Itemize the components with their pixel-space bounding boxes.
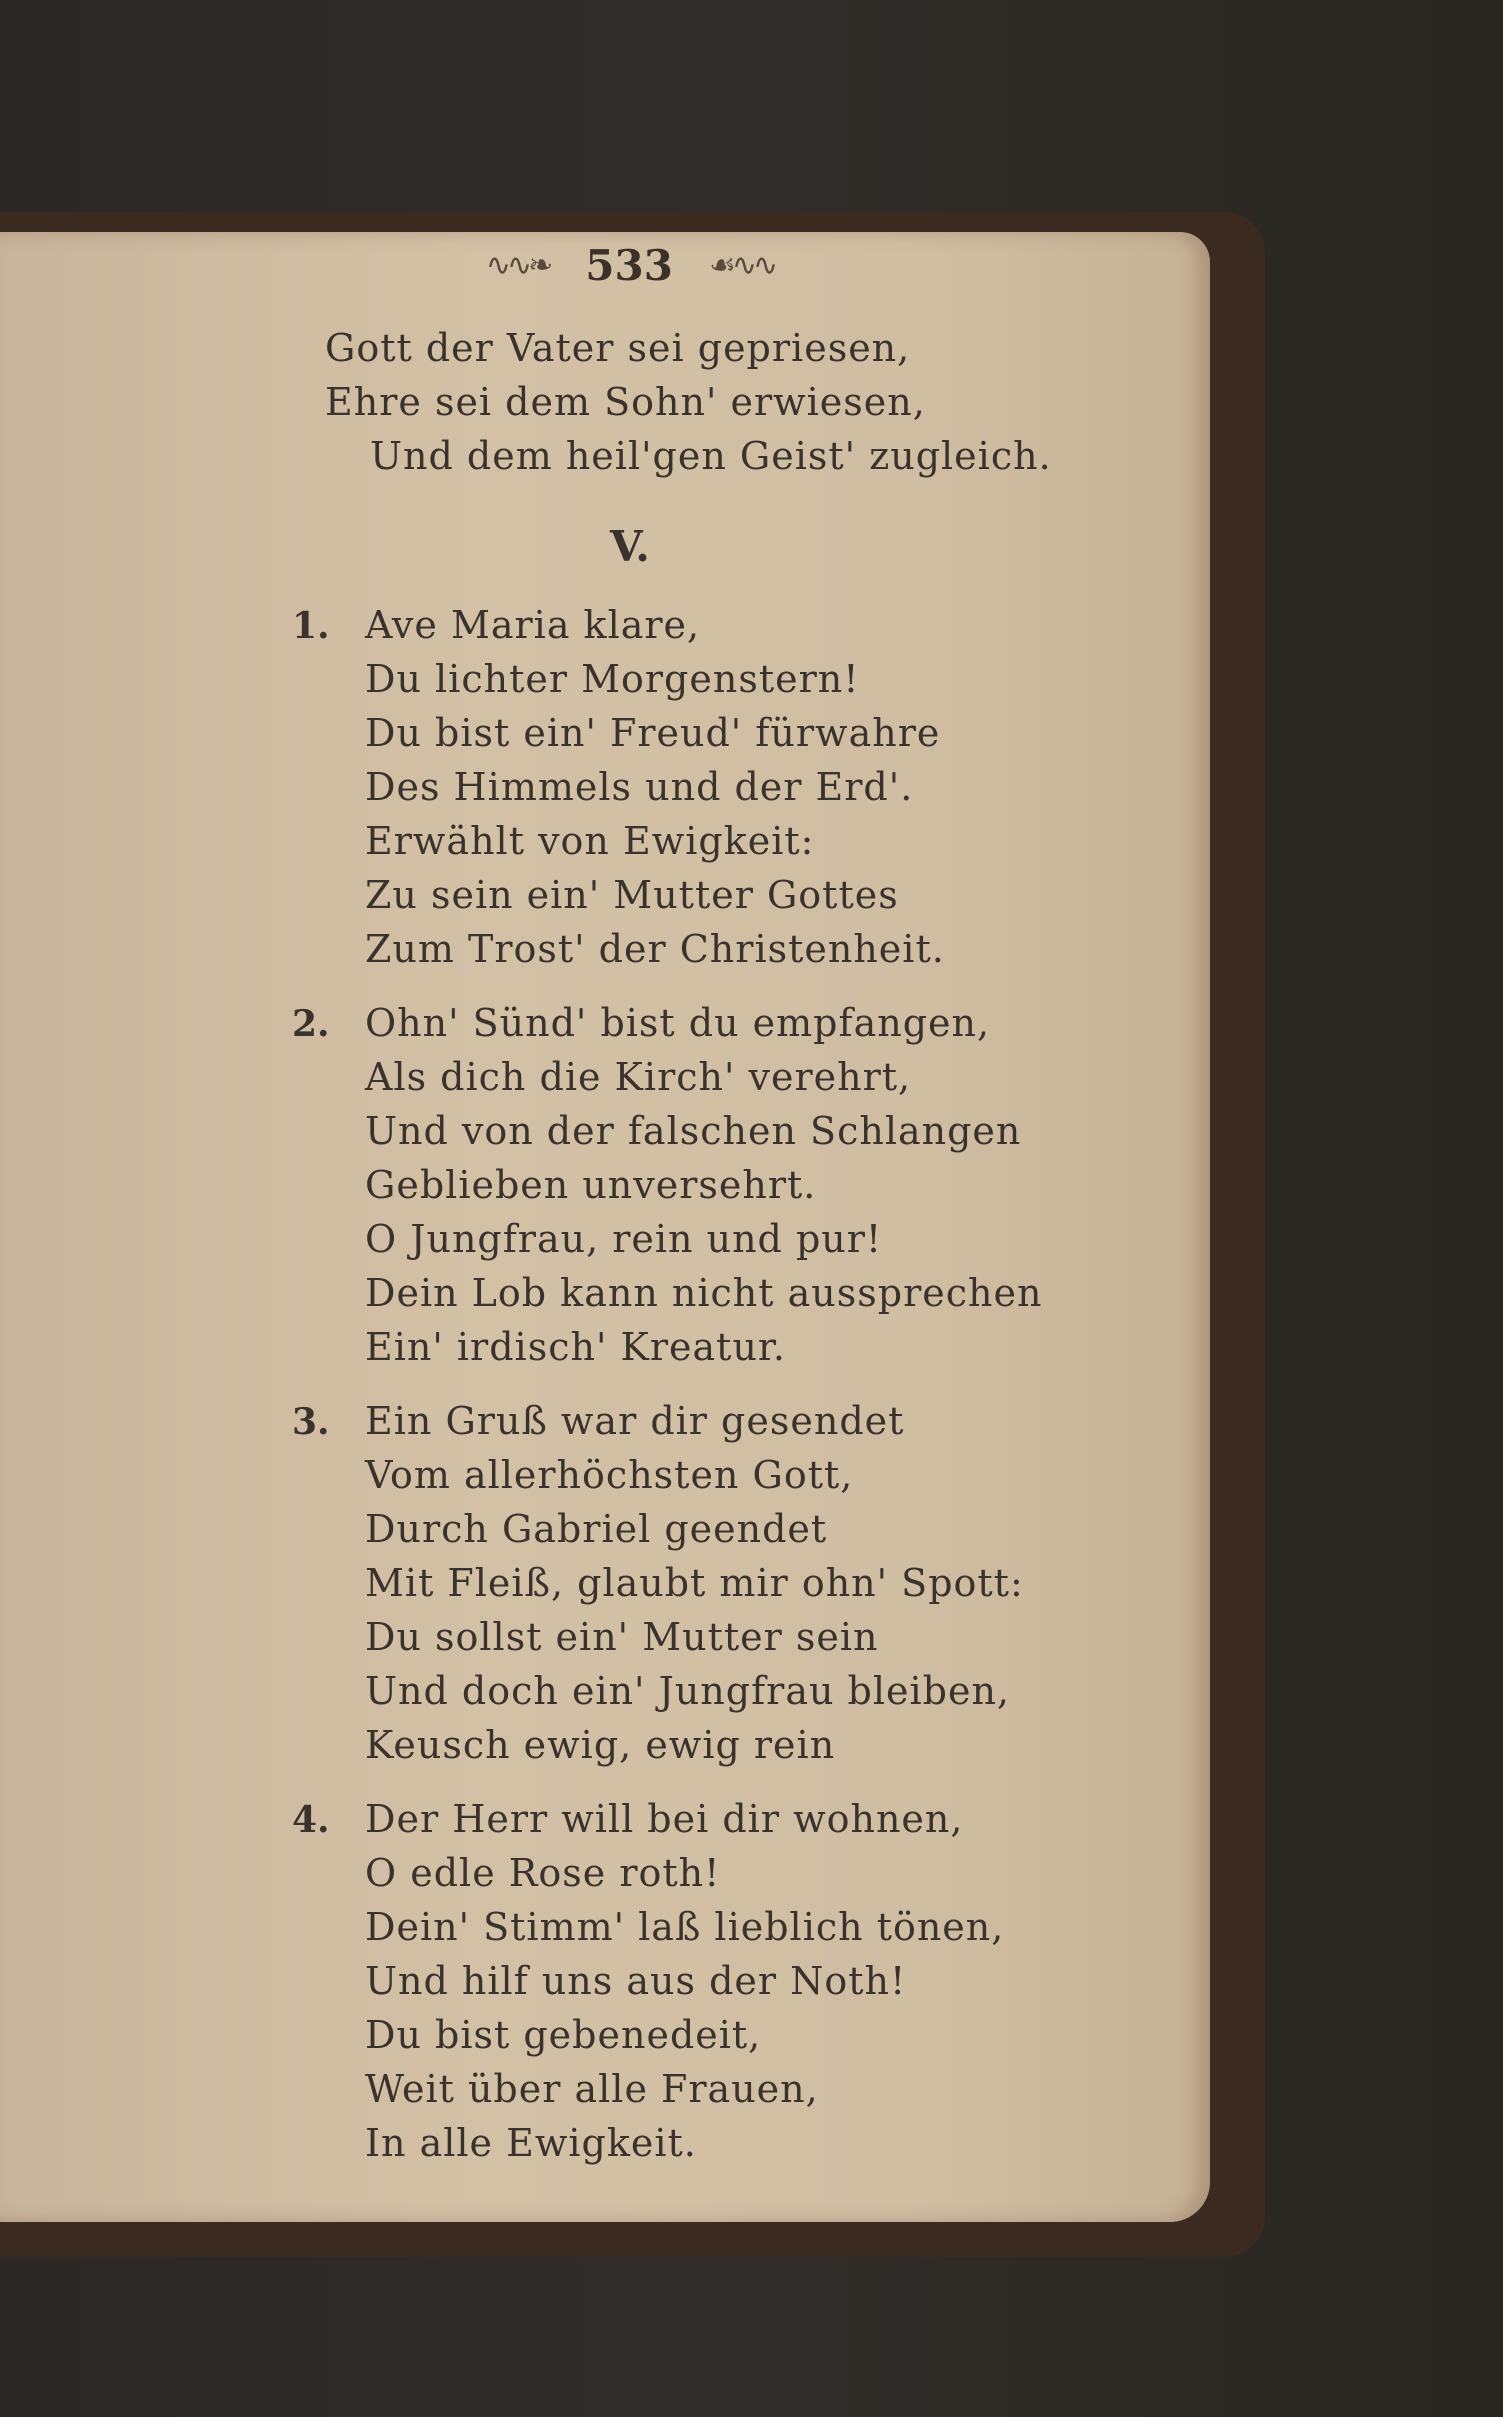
verse-line: Ohn' Sünd' bist du empfangen,: [365, 1001, 991, 1045]
verse-line: Keusch ewig, ewig rein: [365, 1723, 836, 1767]
verse-line: Als dich die Kirch' verehrt,: [365, 1055, 912, 1099]
verse-line: Ave Maria klare,: [365, 603, 701, 647]
verse-line: O edle Rose roth!: [365, 1851, 721, 1895]
section-title: V.: [610, 522, 650, 571]
ornament-left-icon: ∿∿❧: [485, 247, 550, 283]
verse-number: 3.: [292, 1401, 330, 1443]
verse-number: 4.: [292, 1799, 330, 1841]
ornament-right-icon: ☙∿∿: [708, 247, 775, 283]
verse-line: Des Himmels und der Erd'.: [365, 765, 914, 809]
verse-line: Du lichter Morgenstern!: [365, 657, 860, 701]
verse-line: Ein' irdisch' Kreatur.: [365, 1325, 786, 1369]
intro-line: Ehre sei dem Sohn' erwiesen,: [325, 380, 926, 424]
verse-line: Erwählt von Ewigkeit:: [365, 819, 815, 863]
verse-line: Der Herr will bei dir wohnen,: [365, 1797, 964, 1841]
verse-line: Du bist gebenedeit,: [365, 2013, 762, 2057]
verse-line: Ein Gruß war dir gesendet: [365, 1399, 905, 1443]
verse-line: Mit Fleiß, glaubt mir ohn' Spott:: [365, 1561, 1024, 1605]
verse-line: Weit über alle Frauen,: [365, 2067, 819, 2111]
verse-line: Vom allerhöchsten Gott,: [365, 1453, 854, 1497]
page-number: 533: [585, 240, 673, 290]
verse-line: Dein Lob kann nicht aussprechen: [365, 1271, 1043, 1315]
verse-line: Du sollst ein' Mutter sein: [365, 1615, 879, 1659]
verse-line: Und von der falschen Schlangen: [365, 1109, 1022, 1153]
verse-line: Zum Trost' der Christenheit.: [365, 927, 945, 971]
page-header: [470, 235, 790, 295]
verse-line: Dein' Stimm' laß lieblich tönen,: [365, 1905, 1005, 1949]
verse-number: 2.: [292, 1003, 330, 1045]
verse-line: O Jungfrau, rein und pur!: [365, 1217, 883, 1261]
verse-line: Und doch ein' Jungfrau bleiben,: [365, 1669, 1011, 1713]
verse-line: Geblieben unversehrt.: [365, 1163, 817, 1207]
verse-line: Zu sein ein' Mutter Gottes: [365, 873, 899, 917]
verse-line: Durch Gabriel geendet: [365, 1507, 828, 1551]
verse-line: Du bist ein' Freud' fürwahre: [365, 711, 941, 755]
intro-line: Gott der Vater sei gepriesen,: [325, 326, 911, 370]
verse-line: In alle Ewigkeit.: [365, 2121, 697, 2165]
intro-line: Und dem heil'gen Geist' zugleich.: [370, 434, 1052, 478]
verse-line: Und hilf uns aus der Noth!: [365, 1959, 907, 2003]
verse-number: 1.: [292, 605, 330, 647]
